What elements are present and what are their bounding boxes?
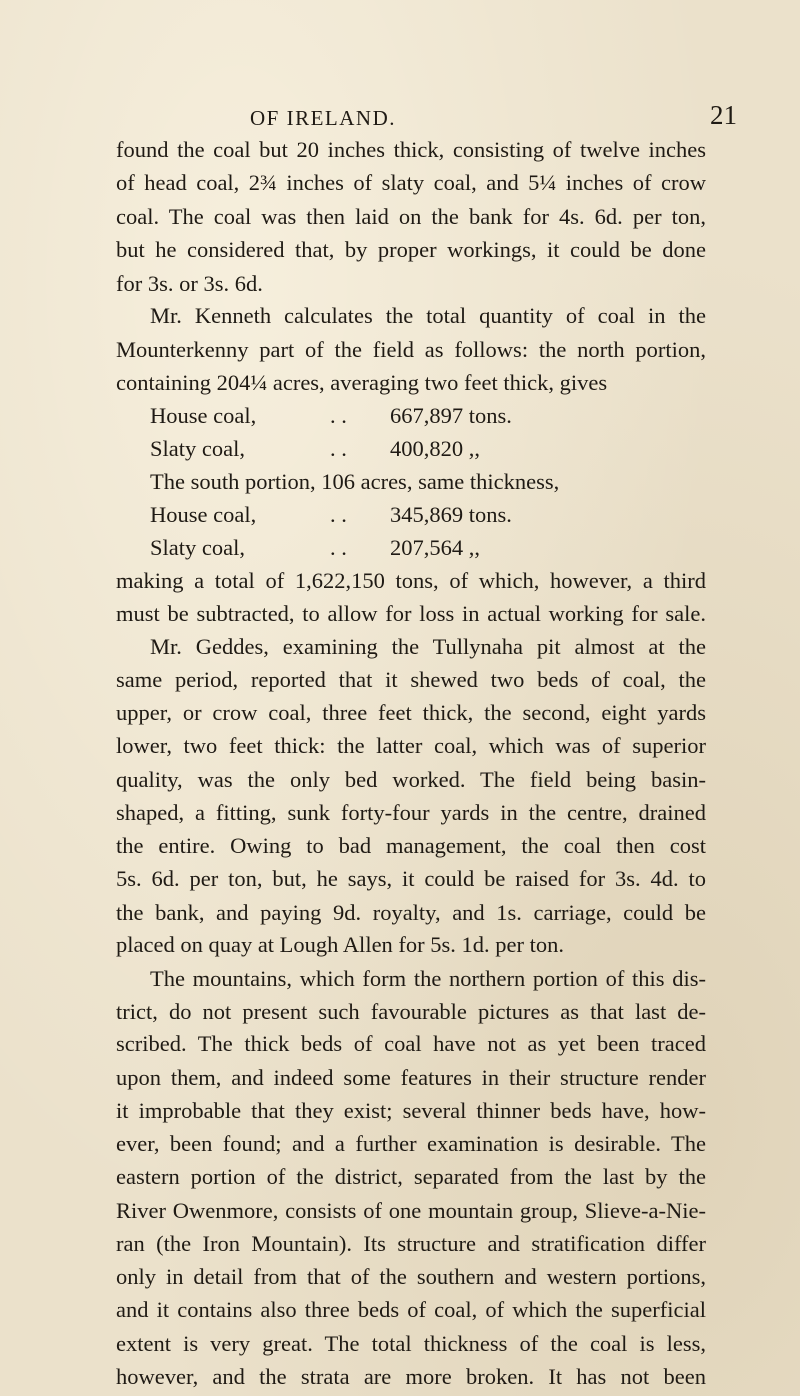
text-line: found the coal but 20 inches thick, consisting of twelve inches (116, 137, 706, 162)
text-line: upon them, and indeed some features in their structure render (116, 1064, 706, 1090)
quantity-row (150, 500, 512, 530)
text-line: The mountains, which form the northern portion of this dis- (150, 965, 706, 991)
text-line: must be subtracted, to allow for loss in actual working for sale. (116, 600, 706, 626)
text-line: Mounterkenny part of the field as follows: the north portion, (116, 336, 706, 362)
quantity-row (150, 434, 480, 464)
text-line: Mr. Kenneth calculates the total quantity of coal in the (150, 303, 706, 329)
text-line: 5s. 6d. per ton, but, he says, it could be raised for 3s. 4d. to (116, 866, 706, 892)
text-line: making a total of 1,622,150 tons, of which, however, a third (116, 568, 706, 593)
quantity-value: 345,869 tons. (390, 502, 512, 527)
text-line: The south portion, 106 acres, same thickness, (150, 468, 560, 494)
text-line: Mr. Geddes, examining the Tullynaha pit almost at the (150, 633, 706, 659)
text-line: the entire. Owing to bad management, the coal then cost (116, 832, 706, 858)
text-line: lower, two feet thick: the latter coal, which was of superior (116, 733, 706, 759)
text-line: scribed. The thick beds of coal have not as yet been traced (116, 1031, 706, 1057)
quantity-dots: . . (330, 402, 347, 428)
text-line: of head coal, 2¾ inches of slaty coal, and 5¼ inches of crow (116, 170, 706, 196)
quantity-row (150, 401, 512, 431)
text-line: the bank, and paying 9d. royalty, and 1s. carriage, could be (116, 899, 706, 925)
text-line: eastern portion of the district, separated from the last by the (116, 1164, 706, 1190)
quantity-label: House coal, (150, 402, 257, 428)
text-line: trict, do not present such favourable pictures as that last de- (116, 999, 706, 1024)
quantity-label: Slaty coal, (150, 436, 245, 462)
text-line: extent is very great. The total thickness of the coal is less, (116, 1330, 706, 1356)
text-line: only in detail from that of the southern and western portions, (116, 1263, 706, 1289)
text-line: for 3s. or 3s. 6d. (116, 270, 263, 296)
quantity-label: Slaty coal, (150, 534, 245, 560)
quantity-value: 207,564 ,, (390, 534, 480, 560)
text-line: ever, been found; and a further examination is desirable. The (116, 1130, 706, 1156)
running-title: OF IRELAND. (250, 106, 396, 130)
text-line: shaped, a fitting, sunk forty-four yards in the centre, drained (116, 800, 706, 826)
text-line: same period, reported that it shewed two beds of coal, the (116, 667, 706, 693)
text-line: but he considered that, by proper workings, it could be done (116, 237, 706, 263)
quantity-dots: . . (330, 436, 347, 462)
text-line: coal. The coal was then laid on the bank for 4s. 6d. per ton, (116, 203, 706, 229)
text-line: ran (the Iron Mountain). Its structure and stratification differ (116, 1231, 706, 1257)
quantity-dots: . . (330, 502, 347, 527)
text-line: and it contains also three beds of coal, of which the superficial (116, 1297, 706, 1323)
text-line: placed on quay at Lough Allen for 5s. 1d. per ton. (116, 932, 565, 958)
text-line: containing 204¼ acres, averaging two feet thick, gives (116, 370, 608, 396)
quantity-dots: . . (330, 534, 347, 560)
quantity-label: House coal, (150, 502, 257, 527)
text-line: quality, was the only bed worked. The field being basin- (116, 766, 706, 792)
text-line: River Owenmore, consists of one mountain group, Slieve-a-Nie- (116, 1197, 706, 1223)
text-line: it improbable that they exist; several thinner beds have, how- (116, 1098, 706, 1124)
quantity-value: 400,820 ,, (390, 436, 480, 462)
text-line: upper, or crow coal, three feet thick, the second, eight yards (116, 699, 706, 725)
quantity-row (150, 533, 480, 563)
text-line: however, and the strata are more broken. It has not been (116, 1364, 706, 1389)
page-number: 21 (710, 100, 737, 130)
quantity-value: 667,897 tons. (390, 402, 512, 428)
